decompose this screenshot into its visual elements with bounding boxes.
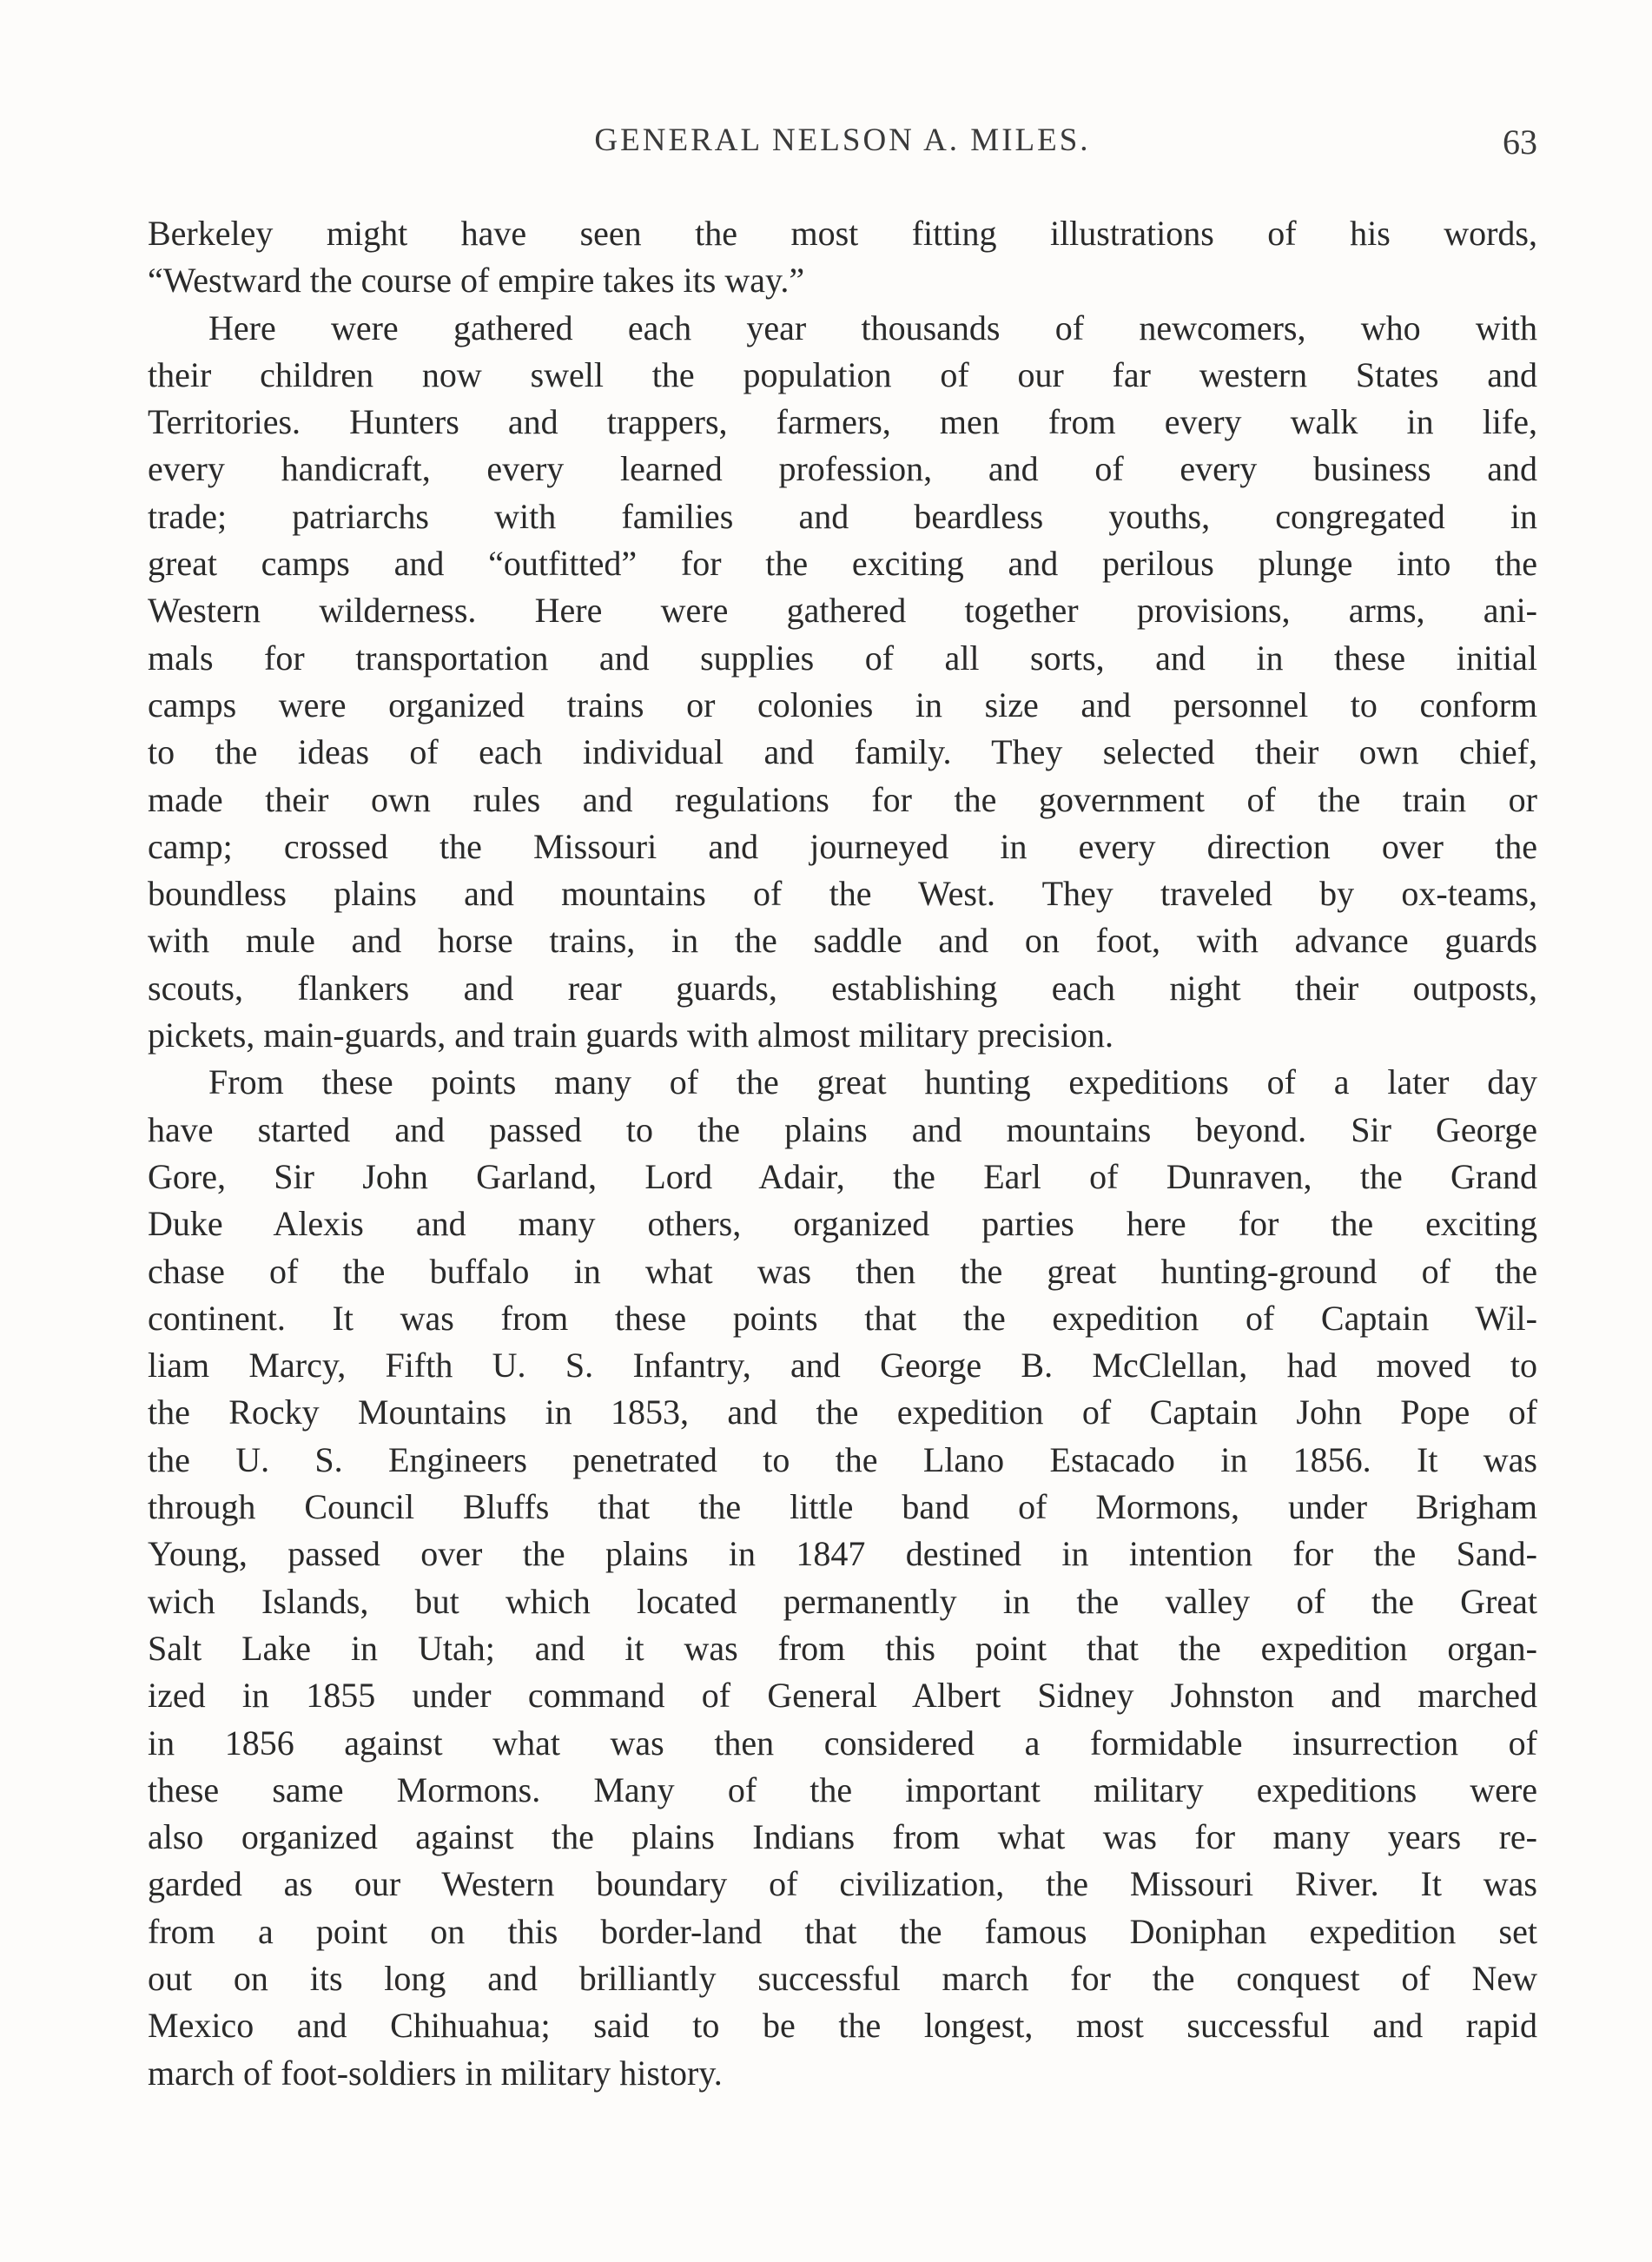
text-line: have started and passed to the plains and mountains beyond. Sir George — [148, 1109, 1537, 1149]
text-line: Berkeley might have seen the most fitting illustrations of his words, — [148, 214, 1537, 253]
text-line: Salt Lake in Utah; and it was from this point that the expedition organ- — [148, 1628, 1537, 1668]
text-line: pickets, main-guards, and train guards with almost military precision. — [148, 1015, 1113, 1055]
text-line: great camps and “outfitted” for the exciting and perilous plunge into the — [148, 544, 1537, 584]
text-line: their children now swell the population of our far western States and — [148, 354, 1537, 394]
text-line: Here were gathered each year thousands of newcomers, who with — [208, 308, 1537, 347]
text-line: with mule and horse trains, in the saddle and on foot, with advance guards — [148, 921, 1537, 961]
text-line: from a point on this border-land that the famous Doniphan expedition set — [148, 1911, 1537, 1951]
text-line: every handicraft, every learned profession, and of every business and — [148, 449, 1537, 489]
text-line: From these points many of the great hunting expeditions of a later day — [208, 1062, 1537, 1102]
text-line: to the ideas of each individual and family. They selected their own chief, — [148, 732, 1537, 772]
text-line: through Council Bluffs that the little band of Mormons, under Brigham — [148, 1487, 1537, 1527]
text-line: wich Islands, but which located permanently in the valley of the Great — [148, 1581, 1537, 1621]
text-line: chase of the buffalo in what was then the great hunting-ground of the — [148, 1251, 1537, 1291]
text-line: the Rocky Mountains in 1853, and the expedition of Captain John Pope of — [148, 1392, 1537, 1432]
text-line: continent. It was from these points that the expedition of Captain Wil- — [148, 1298, 1537, 1338]
text-line: camp; crossed the Missouri and journeyed in every direction over the — [148, 826, 1537, 866]
text-line: the U. S. Engineers penetrated to the Llano Estacado in 1856. It was — [148, 1439, 1537, 1479]
text-line: Duke Alexis and many others, organized parties here for the exciting — [148, 1204, 1537, 1244]
text-line: march of foot-soldiers in military history. — [148, 2053, 723, 2093]
text-line: Mexico and Chihuahua; said to be the longest, most successful and rapid — [148, 2006, 1537, 2046]
text-line: ized in 1855 under command of General Albert Sidney Johnston and marched — [148, 1676, 1537, 1716]
paragraph — [148, 305, 1537, 1060]
text-line: liam Marcy, Fifth U. S. Infantry, and George B. McClellan, had moved to — [148, 1346, 1537, 1386]
text-line: Western wilderness. Here were gathered together provisions, arms, ani- — [148, 591, 1537, 631]
text-line: garded as our Western boundary of civilization, the Missouri River. It was — [148, 1864, 1537, 1904]
text-line: “Westward the course of empire takes its way.” — [148, 261, 805, 301]
text-line: trade; patriarchs with families and beardless youths, congregated in — [148, 496, 1537, 536]
running-title: GENERAL NELSON A. MILES. — [594, 122, 1091, 158]
paragraph — [148, 1059, 1537, 2097]
body-text — [148, 210, 1537, 2097]
text-line: Young, passed over the plains in 1847 destined in intention for the Sand- — [148, 1534, 1537, 1574]
paragraph — [148, 210, 1537, 305]
text-line: out on its long and brilliantly successful march for the conquest of New — [148, 1958, 1537, 1998]
text-line: in 1856 against what was then considered a formidable insurrection of — [148, 1723, 1537, 1763]
text-line: camps were organized trains or colonies in size and personnel to conform — [148, 685, 1537, 724]
text-line: mals for transportation and supplies of all sorts, and in these initial — [148, 638, 1537, 678]
text-line: Territories. Hunters and trappers, farmers, men from every walk in life, — [148, 402, 1537, 442]
page-number: 63 — [1503, 122, 1537, 162]
text-line: scouts, flankers and rear guards, establishing each night their outposts, — [148, 968, 1537, 1008]
running-head — [148, 122, 1537, 174]
text-line: made their own rules and regulations for the government of the train or — [148, 779, 1537, 819]
text-line: Gore, Sir John Garland, Lord Adair, the Earl of Dunraven, the Grand — [148, 1156, 1537, 1196]
text-line: these same Mormons. Many of the important military expeditions were — [148, 1769, 1537, 1809]
text-line: boundless plains and mountains of the West. They traveled by ox-teams, — [148, 874, 1537, 914]
text-line: also organized against the plains Indians from what was for many years re- — [148, 1817, 1537, 1857]
